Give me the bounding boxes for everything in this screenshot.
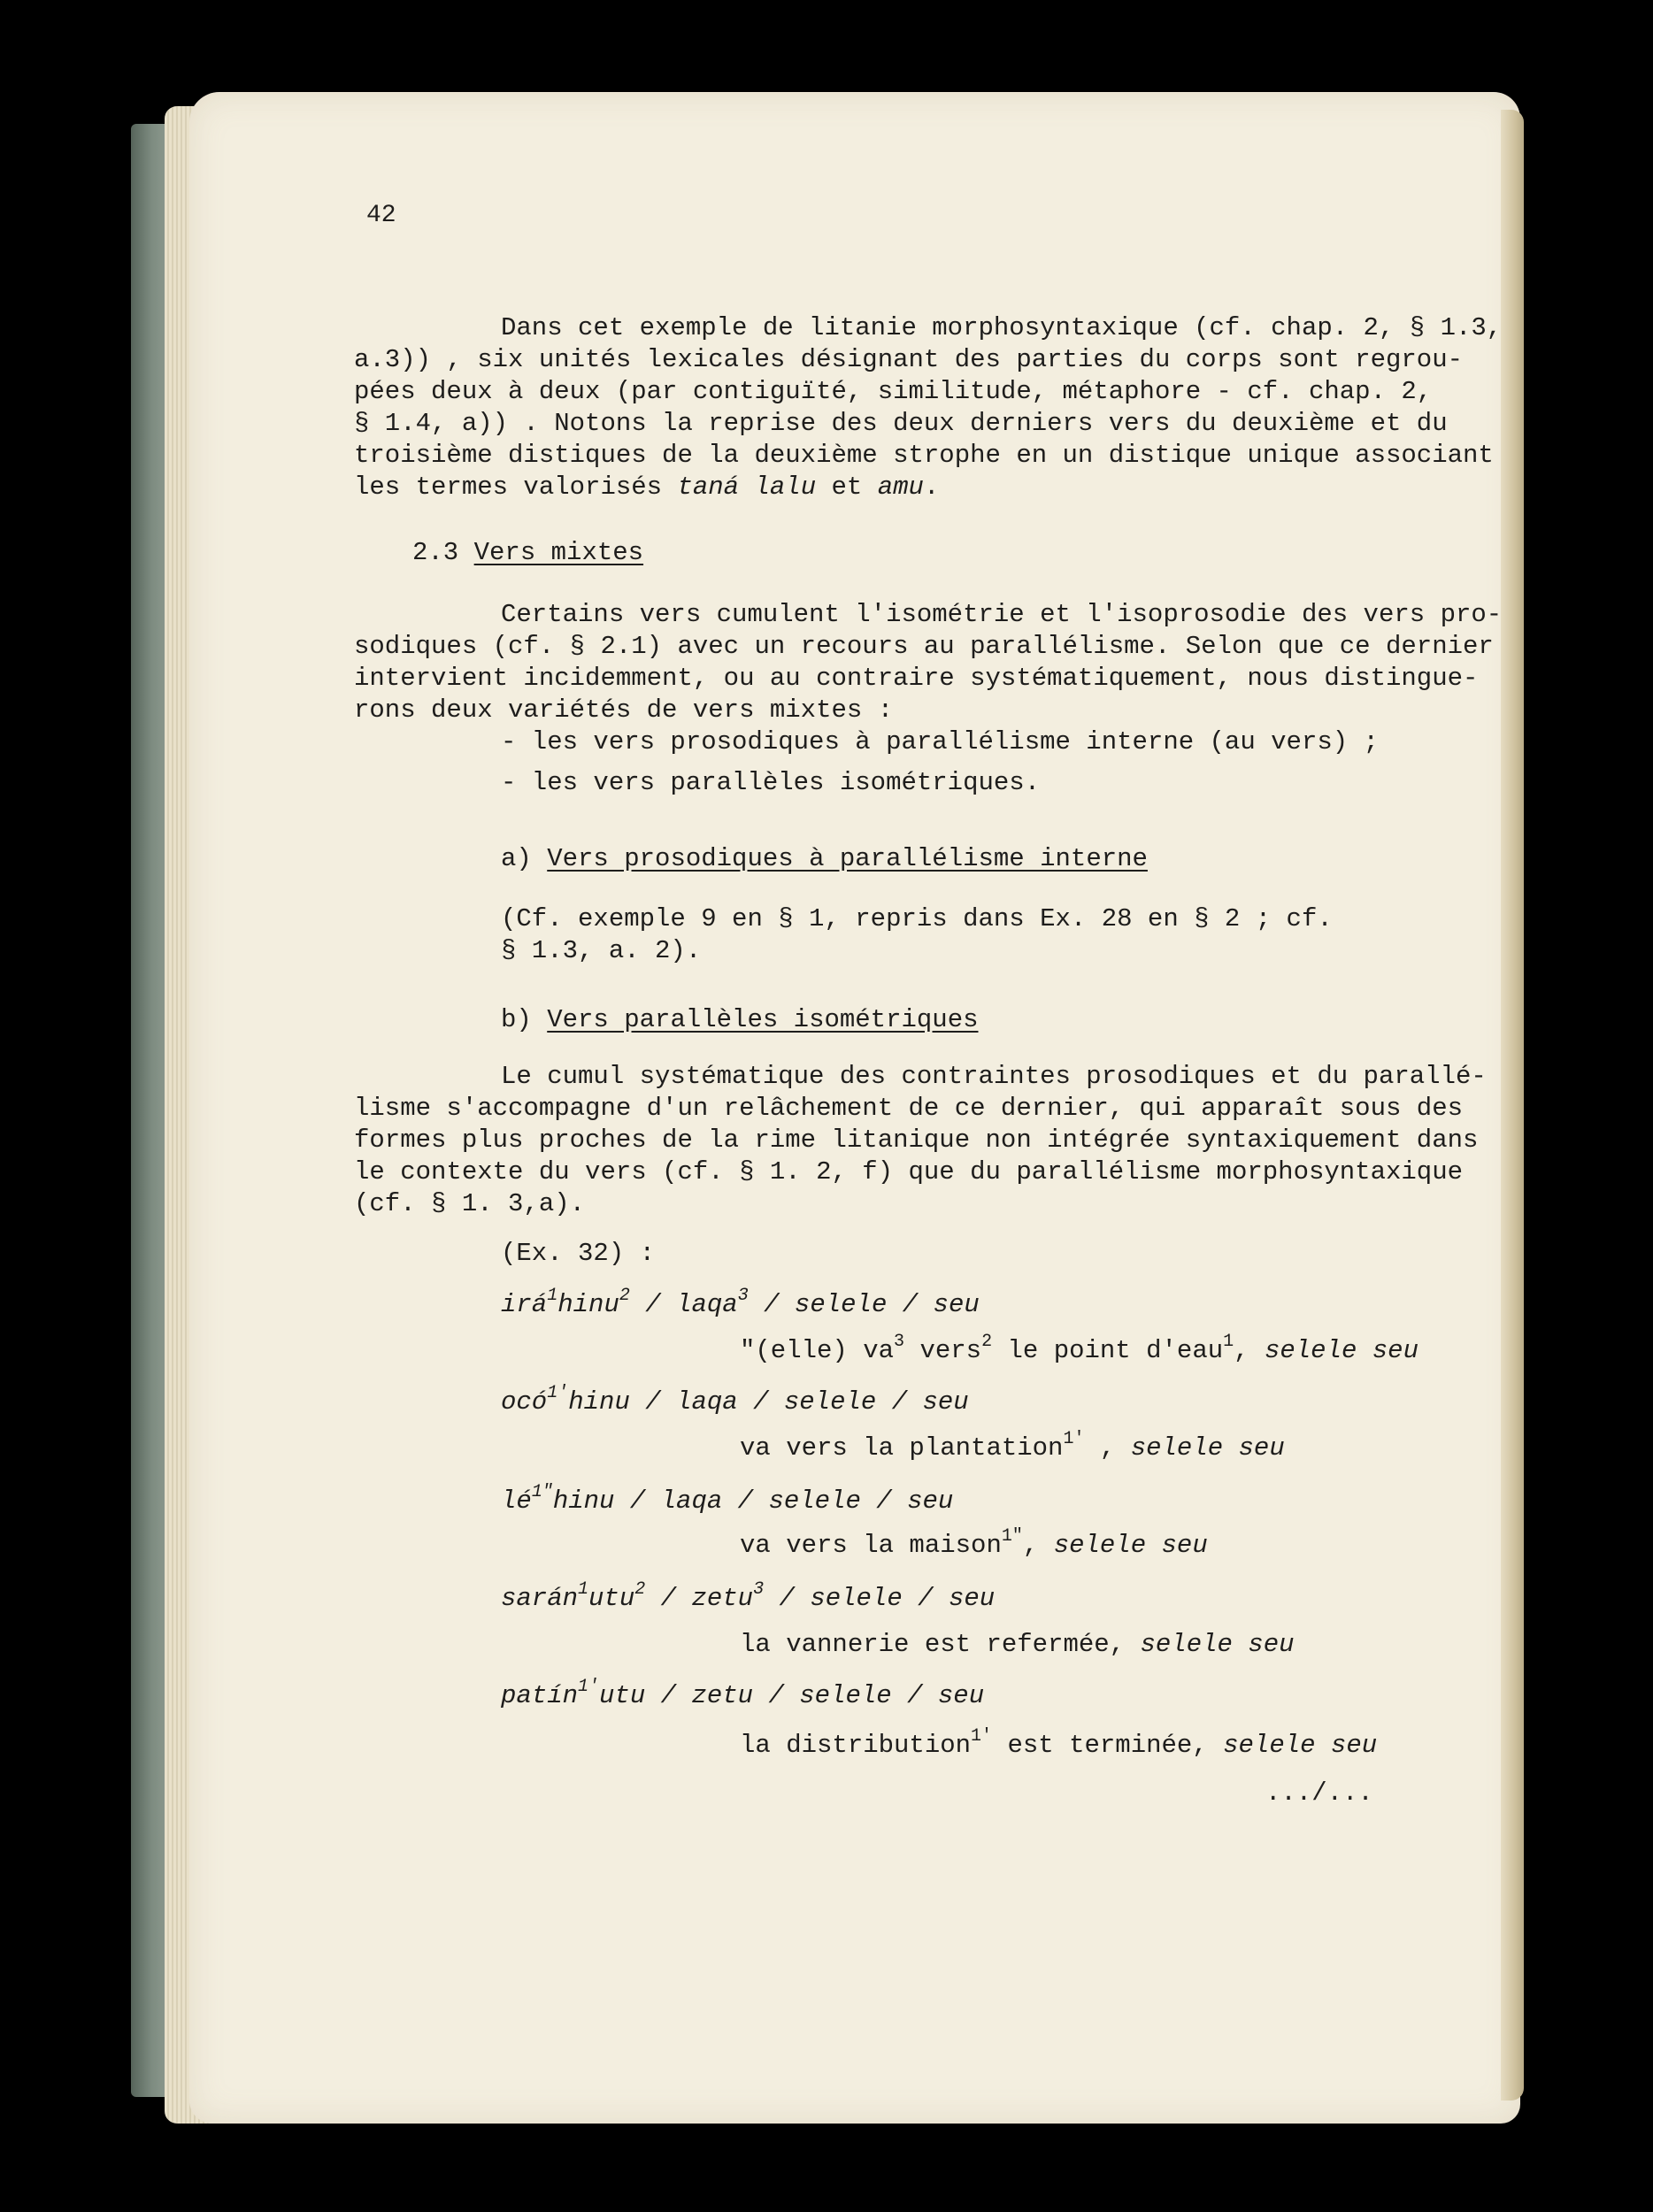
- verse-4-translation: la vannerie est refermée, selele seu: [740, 1630, 1295, 1659]
- subsection-b-heading: b) Vers parallèles isométriques: [501, 1005, 979, 1034]
- subsection-b-line-3: formes plus proches de la rime litanique non intégrée syntaxiquement dans: [354, 1125, 1479, 1155]
- subsection-a-line-2: § 1.3, a. 2).: [501, 936, 702, 965]
- intro-line-1: Dans cet exemple de litanie morphosyntaxique (cf. chap. 2, § 1.3,: [501, 313, 1503, 342]
- subsection-b-line-2: lisme s'accompagne d'un relâchement de ce dernier, qui apparaît sous des: [354, 1094, 1464, 1123]
- intro-line-4: § 1.4, a)) . Notons la reprise des deux derniers vers du deuxième et du: [354, 409, 1448, 438]
- intro-line-6: les termes valorisés taná lalu et amu.: [354, 472, 940, 502]
- subsection-a-heading: a) Vers prosodiques à parallélisme interne: [501, 844, 1148, 873]
- section-number: 2.3: [412, 538, 474, 567]
- list-item-2: - les vers parallèles isométriques.: [501, 768, 1041, 797]
- example-label: (Ex. 32) :: [501, 1239, 656, 1268]
- subsection-b-line-4: le contexte du vers (cf. § 1. 2, f) que du parallélisme morphosyntaxique: [354, 1157, 1464, 1187]
- section-heading: [412, 538, 643, 568]
- mixed-line-4: rons deux variétés de vers mixtes :: [354, 695, 894, 725]
- section-title: Vers mixtes: [473, 538, 644, 567]
- mixed-line-3: intervient incidemment, ou au contraire systématiquement, nous distingue-: [354, 664, 1479, 693]
- verse-5-translation: la distribution$^{1'}$ est terminée, selele seu: [740, 1726, 1378, 1760]
- verse-3-translation: va vers la maison$^{1"}$, selele seu: [740, 1526, 1208, 1560]
- verse-4-original: sarán$^1$utu$^2$ / zetu$^3$ / selele / seu: [501, 1579, 996, 1613]
- verse-1-translation: "(elle) $va^3$ vers$^2$ le point d'eau$^1$, selele seu: [740, 1332, 1419, 1365]
- mixed-line-1: Certains vers cumulent l'isométrie et l'isoprosodie des vers pro-: [501, 600, 1503, 629]
- mixed-line-2: sodiques (cf. § 2.1) avec un recours au parallélisme. Selon que ce dernier: [354, 632, 1494, 661]
- subsection-b-line-5: (cf. § 1. 3,a).: [354, 1189, 586, 1218]
- continuation-mark: .../...: [1265, 1778, 1373, 1808]
- book-spine-curve: [1501, 110, 1524, 2101]
- verse-3-original: $lé^{1"}hinu$ / laqa / selele / seu: [501, 1482, 954, 1516]
- subsection-a-line-1: (Cf. exemple 9 en § 1, repris dans Ex. 28 en § 2 ; cf.: [501, 904, 1333, 933]
- intro-line-3: pées deux à deux (par contiguïté, similitude, métaphore - cf. chap. 2,: [354, 377, 1433, 406]
- intro-line-2: a.3)) , six unités lexicales désignant des parties du corps sont regrou-: [354, 345, 1464, 374]
- subsection-b-line-1: Le cumul systématique des contraintes prosodiques et du parallé-: [501, 1062, 1487, 1091]
- verse-1-original: irá$^1$hinu$^2$ / laqa$^3$ / selele / seu: [501, 1286, 980, 1319]
- intro-line-5: troisième distiques de la deuxième strophe en un distique unique associant: [354, 441, 1494, 470]
- list-item-1: - les vers prosodiques à parallélisme interne (au vers) ;: [501, 727, 1379, 757]
- verse-2-original: ocó$^{1'}$hinu / laqa / selele / seu: [501, 1383, 969, 1417]
- verse-2-translation: va vers la plantation$^{1'}$ , selele seu: [740, 1429, 1285, 1463]
- page-number: 42: [366, 202, 396, 229]
- verse-5-original: patín$^{1'}$utu / zetu / selele / seu: [501, 1677, 985, 1710]
